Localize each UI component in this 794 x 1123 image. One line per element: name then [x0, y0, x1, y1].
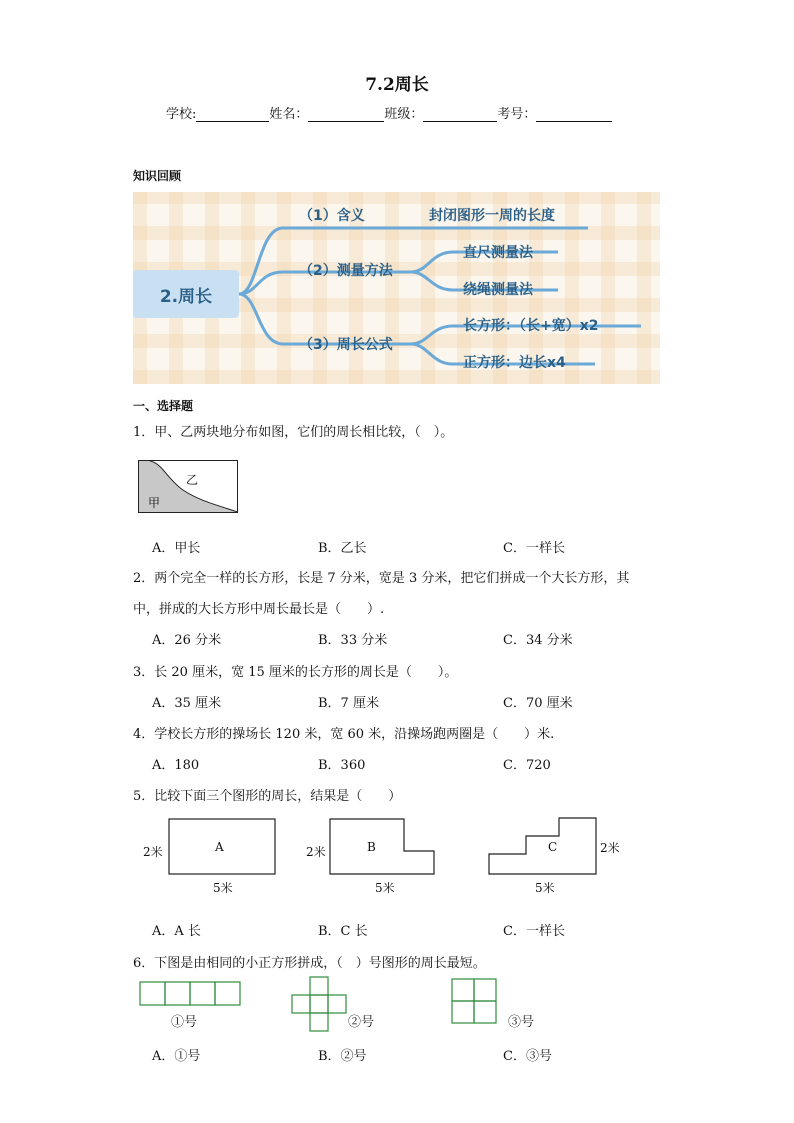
- exam-no-blank: [536, 107, 612, 122]
- mind-map-root: 2.周长: [133, 270, 239, 318]
- q5-shape-b-name: B: [367, 840, 376, 854]
- q5-shape-b-width: 5米: [375, 881, 395, 895]
- leaf-rectangle: 长方形：（长+宽）x2: [463, 318, 599, 334]
- q3-option-b[interactable]: B．7 厘米: [318, 696, 379, 711]
- q1-label-yi: 乙: [186, 473, 199, 487]
- q4-option-b[interactable]: B．360: [318, 758, 366, 773]
- q1-option-b[interactable]: B．乙长: [318, 541, 367, 556]
- question-3: 3．长 20 厘米，宽 15 厘米的长方形的周长是（ ）。: [133, 665, 458, 680]
- q1-option-a[interactable]: A．甲长: [152, 541, 201, 556]
- q1-label-jia: 甲: [148, 496, 161, 510]
- q6-figure-1-label: ①号: [171, 1015, 198, 1030]
- q5-shape-c: [488, 816, 600, 876]
- q5-shape-a-height: 2米: [143, 845, 163, 859]
- q5-shape-c-height: 2米: [600, 841, 620, 855]
- name-label: 姓名：: [269, 107, 309, 122]
- exam-no-label: 考号：: [497, 107, 537, 122]
- leaf-square: 正方形：边长x4: [463, 355, 566, 371]
- q3-option-c[interactable]: C．70 厘米: [503, 696, 573, 711]
- review-heading: 知识回顾: [133, 169, 182, 183]
- class-label: 班级：: [384, 107, 424, 122]
- q4-option-a[interactable]: A．180: [152, 758, 200, 773]
- q3-option-a[interactable]: A．35 厘米: [152, 696, 222, 711]
- q1-option-c[interactable]: C．一样长: [503, 541, 565, 556]
- student-info-line: [166, 103, 612, 122]
- q6-figure-3: [451, 978, 499, 1026]
- branch-meaning: （1）含义: [299, 208, 365, 224]
- q6-figure-2: [291, 976, 347, 1032]
- q5-shape-a-width: 5米: [213, 881, 233, 895]
- q2-option-c[interactable]: C．34 分米: [503, 633, 573, 648]
- question-4: 4．学校长方形的操场长 120 米，宽 60 米，沿操场跑两圈是（ ）米.: [133, 727, 555, 742]
- q6-figure-3-label: ③号: [508, 1015, 535, 1030]
- q2-option-b[interactable]: B．33 分米: [318, 633, 388, 648]
- leaf-ruler: 直尺测量法: [463, 245, 533, 261]
- name-blank: [308, 107, 384, 122]
- school-label: 学校:: [166, 107, 197, 122]
- q5-option-b[interactable]: B．C 长: [318, 924, 368, 939]
- question-5: 5．比较下面三个图形的周长，结果是（ ）: [133, 789, 402, 804]
- question-2: 2．两个完全一样的长方形，长是 7 分米，宽是 3 分米，把它们拼成一个大长方形，其: [133, 571, 630, 586]
- q5-shape-a-name: A: [215, 840, 224, 854]
- q2-option-a[interactable]: A．26 分米: [152, 633, 222, 648]
- q6-figure-2-label: ②号: [348, 1015, 375, 1030]
- q5-option-c[interactable]: C．一样长: [503, 924, 565, 939]
- q5-shape-c-width: 5米: [535, 881, 555, 895]
- q5-shape-b: [329, 818, 437, 876]
- leaf-meaning: 封闭图形一周的长度: [429, 208, 555, 224]
- q4-option-c[interactable]: C．720: [503, 758, 551, 773]
- section-heading: 一、选择题: [133, 399, 194, 413]
- question-1: 1．甲、乙两块地分布如图，它们的周长相比较，（ ）。: [133, 425, 454, 440]
- q5-shape-c-name: C: [548, 840, 558, 854]
- question-2-cont: 中，拼成的大长方形中周长最长是（ ）.: [133, 602, 385, 617]
- q6-option-b[interactable]: B．②号: [318, 1049, 367, 1064]
- knowledge-mind-map: [133, 192, 660, 384]
- q6-figure-1: [139, 981, 242, 1007]
- q6-option-a[interactable]: A．①号: [152, 1049, 201, 1064]
- question-6: 6．下图是由相同的小正方形拼成，（ ）号图形的周长最短。: [133, 956, 486, 971]
- q5-option-a[interactable]: A．A 长: [152, 924, 201, 939]
- leaf-rope: 绕绳测量法: [463, 282, 533, 298]
- q6-option-c[interactable]: C．③号: [503, 1049, 552, 1064]
- class-blank: [423, 107, 497, 122]
- school-blank: [196, 107, 269, 122]
- page-title: 7.2周长: [365, 75, 429, 95]
- q5-shape-b-height: 2米: [306, 845, 326, 859]
- branch-formula: （3）周长公式: [299, 337, 393, 353]
- branch-measure: （2）测量方法: [299, 263, 393, 279]
